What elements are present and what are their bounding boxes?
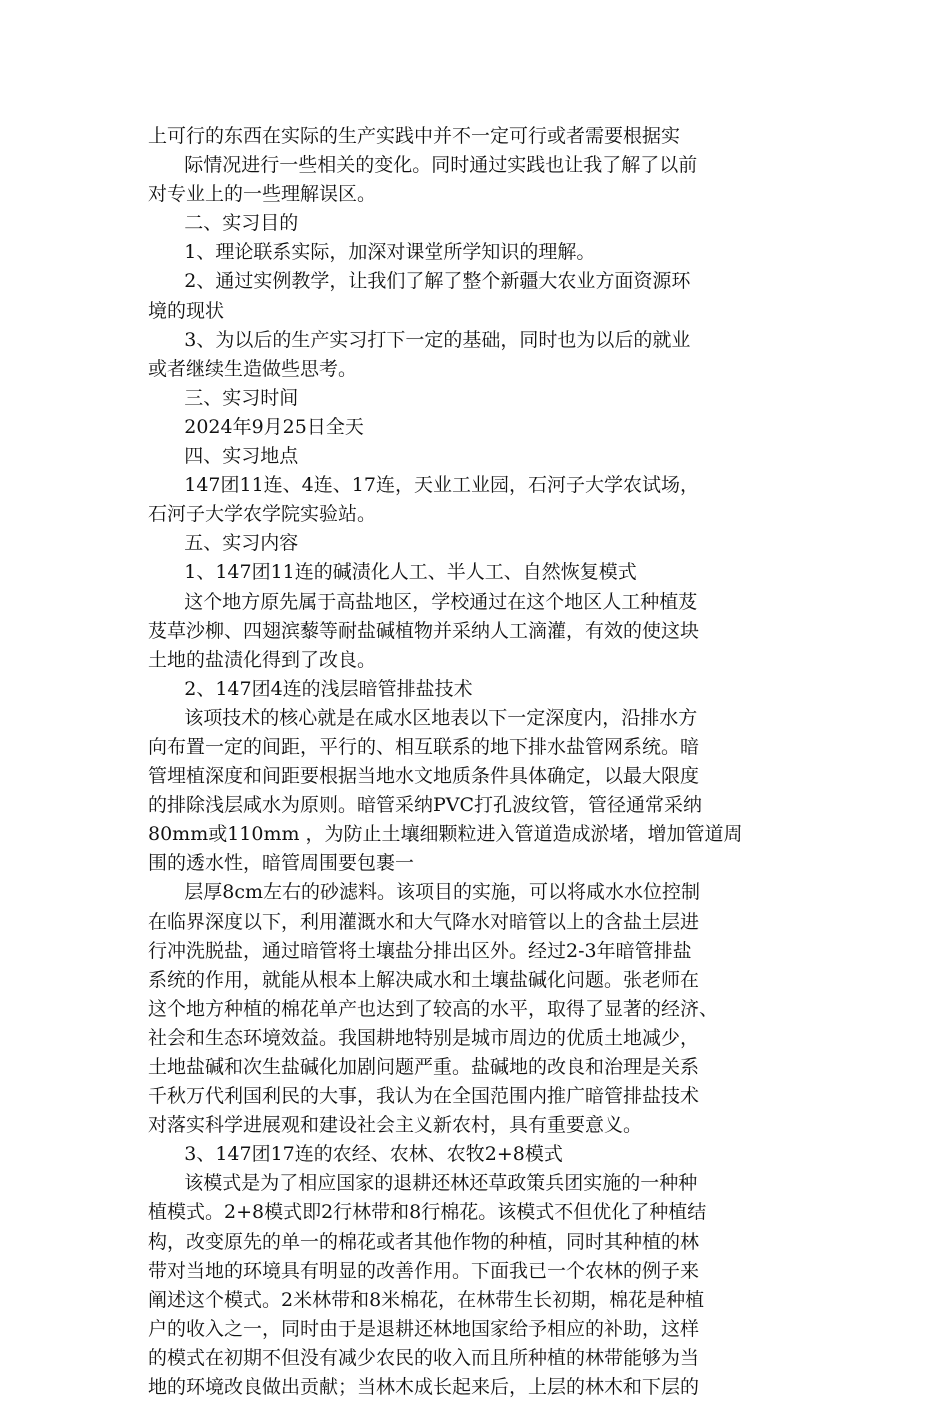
section-heading: 四、实习地点 bbox=[148, 445, 299, 468]
text-line: 147团11连、4连、17连，天业工业园，石河子大学农试场， bbox=[148, 474, 699, 497]
text-line: 带对当地的环境具有明显的改善作用。下面我已一个农林的例子来 bbox=[148, 1259, 700, 1282]
text-line: 土地盐碱和次生盐碱化加剧问题严重。盐碱地的改良和治理是关系 bbox=[148, 1056, 700, 1078]
text-line: 这个地方原先属于高盐地区，学校通过在这个地区人工种植芨 bbox=[148, 590, 698, 613]
text-line: 植模式。2+8模式即2行林带和8行棉花。该模式不但优化了种植结 bbox=[148, 1201, 707, 1224]
text-line: 地的环境改良做出贡献；当林木成长起来后，上层的林木和下层的 bbox=[148, 1376, 700, 1399]
text-line: 阐述这个模式。2米林带和8米棉花，在林带生长初期，棉花是种植 bbox=[148, 1288, 705, 1311]
text-line: 构，改变原先的单一的棉花或者其他作物的种植，同时其种植的林 bbox=[148, 1230, 700, 1253]
subsection-heading: 1、147团11连的碱渍化人工、半人工、自然恢复模式 bbox=[148, 561, 637, 584]
text-line: 土地的盐渍化得到了改良。 bbox=[148, 648, 377, 671]
text-line: 2、通过实例教学，让我们了解了整个新疆大农业方面资源环 bbox=[148, 270, 691, 293]
text-line: 际情况进行一些相关的变化。同时通过实践也让我了解了以前 bbox=[148, 154, 698, 177]
text-line: 向布置一定的间距，平行的、相互联系的地下排水盐管网系统。暗 bbox=[148, 735, 700, 758]
text-line: 的排除浅层咸水为原则。暗管采纳PVC打孔波纹管，管径通常采纳 bbox=[148, 794, 703, 817]
text-line: 该项技术的核心就是在咸水区地表以下一定深度内，沿排水方 bbox=[148, 706, 698, 729]
subsection-heading: 2、147团4连的浅层暗管排盐技术 bbox=[148, 677, 473, 700]
text-line: 在临界深度以下，利用灌溉水和大气降水对暗管以上的含盐土层进 bbox=[148, 910, 700, 933]
text-line: 3、为以后的生产实习打下一定的基础，同时也为以后的就业 bbox=[148, 328, 691, 351]
text-line: 管埋植深度和间距要根据当地水文地质条件具体确定，以最大限度 bbox=[148, 765, 700, 788]
text-line: 的模式在初期不但没有减少农民的收入而且所种植的林带能够为当 bbox=[148, 1346, 700, 1369]
text-line: 行冲洗脱盐，通过暗管将土壤盐分排出区外。经过2-3年暗管排盐 bbox=[148, 939, 692, 962]
text-line: 千秋万代利国利民的大事，我认为在全国范围内推广暗管排盐技术 bbox=[148, 1085, 700, 1108]
text-line: 境的现状 bbox=[148, 299, 225, 322]
text-line: 这个地方种植的棉花单产也达到了较高的水平，取得了显著的经济、 bbox=[148, 997, 719, 1020]
section-heading: 五、实习内容 bbox=[148, 532, 299, 555]
text-line: 上可行的东西在实际的生产实践中并不一定可行或者需要根据实 bbox=[148, 125, 681, 147]
text-line: 芨草沙柳、四翅滨藜等耐盐碱植物并采纳人工滴灌，有效的使这块 bbox=[148, 619, 700, 642]
text-line: 对专业上的一些理解误区。 bbox=[148, 183, 377, 206]
subsection-heading: 3、147团17连的农经、农林、农牧2+8模式 bbox=[148, 1143, 563, 1166]
section-heading: 二、实习目的 bbox=[148, 212, 299, 235]
text-line: 2024年9月25日全天 bbox=[148, 415, 364, 438]
text-line: 或者继续生造做些思考。 bbox=[148, 357, 358, 380]
text-line: 户的收入之一，同时由于是退耕还林地国家给予相应的补助，这样 bbox=[148, 1317, 700, 1340]
text-line: 社会和生态环境效益。我国耕地特别是城市周边的优质土地减少， bbox=[148, 1026, 700, 1049]
text-line: 系统的作用，就能从根本上解决咸水和土壤盐碱化问题。张老师在 bbox=[148, 968, 700, 991]
text-line: 层厚8cm左右的砂滤料。该项目的实施，可以将咸水水位控制 bbox=[148, 881, 700, 904]
text-line: 80mm或110mm ，为防止土壤细颗粒进入管道造成淤堵，增加管道周 bbox=[148, 823, 743, 846]
text-line: 石河子大学农学院实验站。 bbox=[148, 503, 377, 526]
text-line: 该模式是为了相应国家的退耕还林还草政策兵团实施的一种种 bbox=[148, 1172, 698, 1195]
text-line: 1、理论联系实际，加深对课堂所学知识的理解。 bbox=[148, 241, 596, 264]
body-text bbox=[148, 122, 808, 1402]
text-line: 对落实科学进展观和建设社会主义新农村，具有重要意义。 bbox=[148, 1114, 643, 1137]
section-heading: 三、实习时间 bbox=[148, 386, 299, 409]
text-line: 围的透水性，暗管周围要包裹一 bbox=[148, 852, 415, 875]
